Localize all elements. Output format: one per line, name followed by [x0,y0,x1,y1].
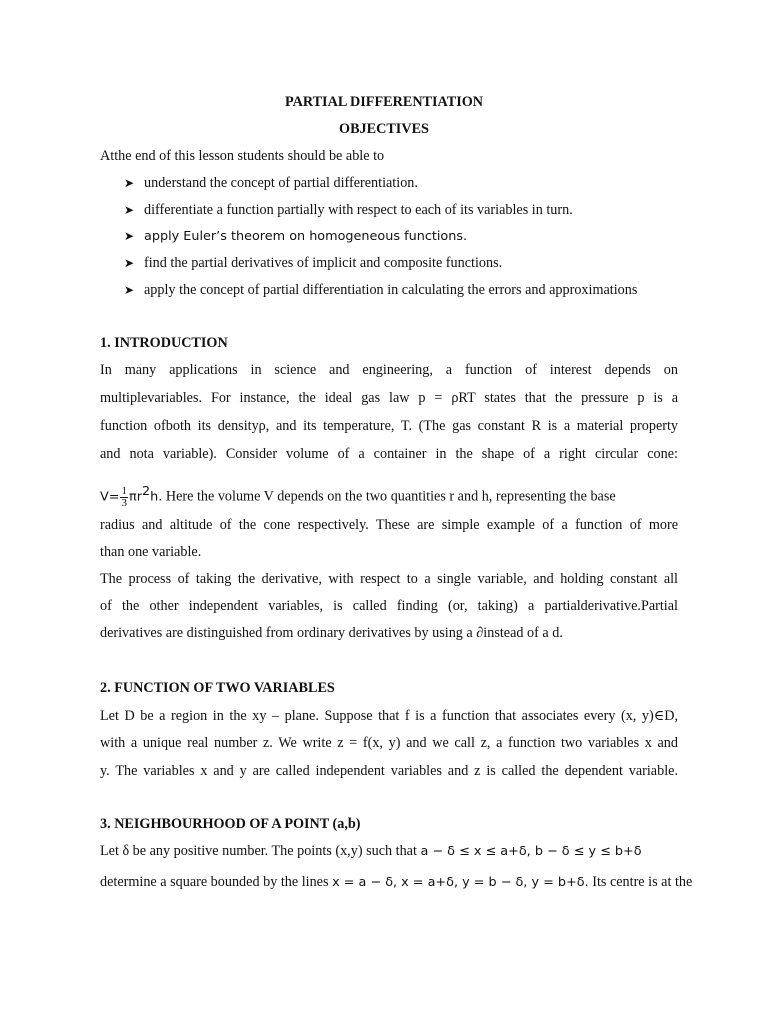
section-heading-function-two-variables: 2. FUNCTION OF TWO VARIABLES [100,680,335,696]
arrow-bullet-icon: ➤ [124,256,135,270]
objectives-heading: OBJECTIVES [339,121,429,137]
fraction-one-third: $\frac{1}{3}$ [121,484,127,509]
arrow-bullet-icon: ➤ [124,283,135,297]
neighbourhood-line: determine a square bounded by the lines x = a − δ, x = a+δ, y = b − δ, y = b+δ. Its centre is at the [100,874,693,890]
paragraph-line-rest: Here the volume V depends on the two quantities r and h, representing the base [162,488,616,505]
paragraph-line: y. The variables x and y are called independent variables and z is called the dependent variable. [100,763,678,779]
arrow-bullet-icon: ➤ [124,176,135,190]
inequality-formula: a − δ ≤ x ≤ a+δ, b − δ ≤ y ≤ b+δ [420,844,642,859]
formula-pi-r: πr [128,489,142,505]
formula-tail: h. [150,489,163,505]
section-heading-neighbourhood: 3. NEIGHBOURHOOD OF A POINT (a,b) [100,816,361,832]
section-heading-introduction: 1. INTRODUCTION [100,335,228,351]
cone-volume-line [100,475,678,509]
paragraph-line: Let D be a region in the xy – plane. Suppose that f is a function that associates every (x, y)∈D, [100,708,678,724]
paragraph-line: multiplevariables. For instance, the ideal gas law p = ρRT states that the pressure p is a [100,390,678,406]
objectives-intro: Atthe end of this lesson students should be able to [100,148,385,164]
objective-item: ➤ apply the concept of partial differentiation in calculating the errors and approximations [124,282,638,298]
paragraph-line: function ofboth its densityρ, and its temperature, T. (The gas constant R is a material property [100,418,678,434]
formula-lhs: V= [100,489,120,505]
objective-item: ➤ apply Euler’s theorem on homogeneous functions. [124,229,468,244]
paragraph-line: In many applications in science and engineering, a function of interest depends on [100,362,678,378]
formula-exponent: 2 [141,484,151,499]
paragraph-line: with a unique real number z. We write z = f(x, y) and we call z, a function two variables x and [100,735,678,751]
objective-item: ➤ understand the concept of partial differentiation. [124,175,418,191]
objective-item: ➤ differentiate a function partially with respect to each of its variables in turn. [124,202,573,218]
paragraph-line: than one variable. [100,544,202,560]
paragraph-line: of the other independent variables, is called finding (or, taking) a partialderivative.Partial [100,598,678,614]
paragraph-line: and nota variable). Consider volume of a container in the shape of a right circular cone: [100,446,678,462]
arrow-bullet-icon: ➤ [124,203,135,217]
paragraph-line: radius and altitude of the cone respectively. These are simple example of a function of more [100,517,678,533]
boundary-lines-formula: x = a − δ, x = a+δ, y = b − δ, y = b+δ. [332,875,589,890]
neighbourhood-line: Let δ be any positive number. The points (x,y) such that a − δ ≤ x ≤ a+δ, b − δ ≤ y ≤ b+δ [100,843,642,859]
paragraph-line: derivatives are distinguished from ordinary derivatives by using a ∂instead of a d. [100,625,563,641]
objective-item: ➤ find the partial derivatives of implicit and composite functions. [124,255,503,271]
arrow-bullet-icon: ➤ [124,229,135,243]
page-title: PARTIAL DIFFERENTIATION [284,94,484,110]
paragraph-line: The process of taking the derivative, with respect to a single variable, and holding constant all [100,571,678,587]
